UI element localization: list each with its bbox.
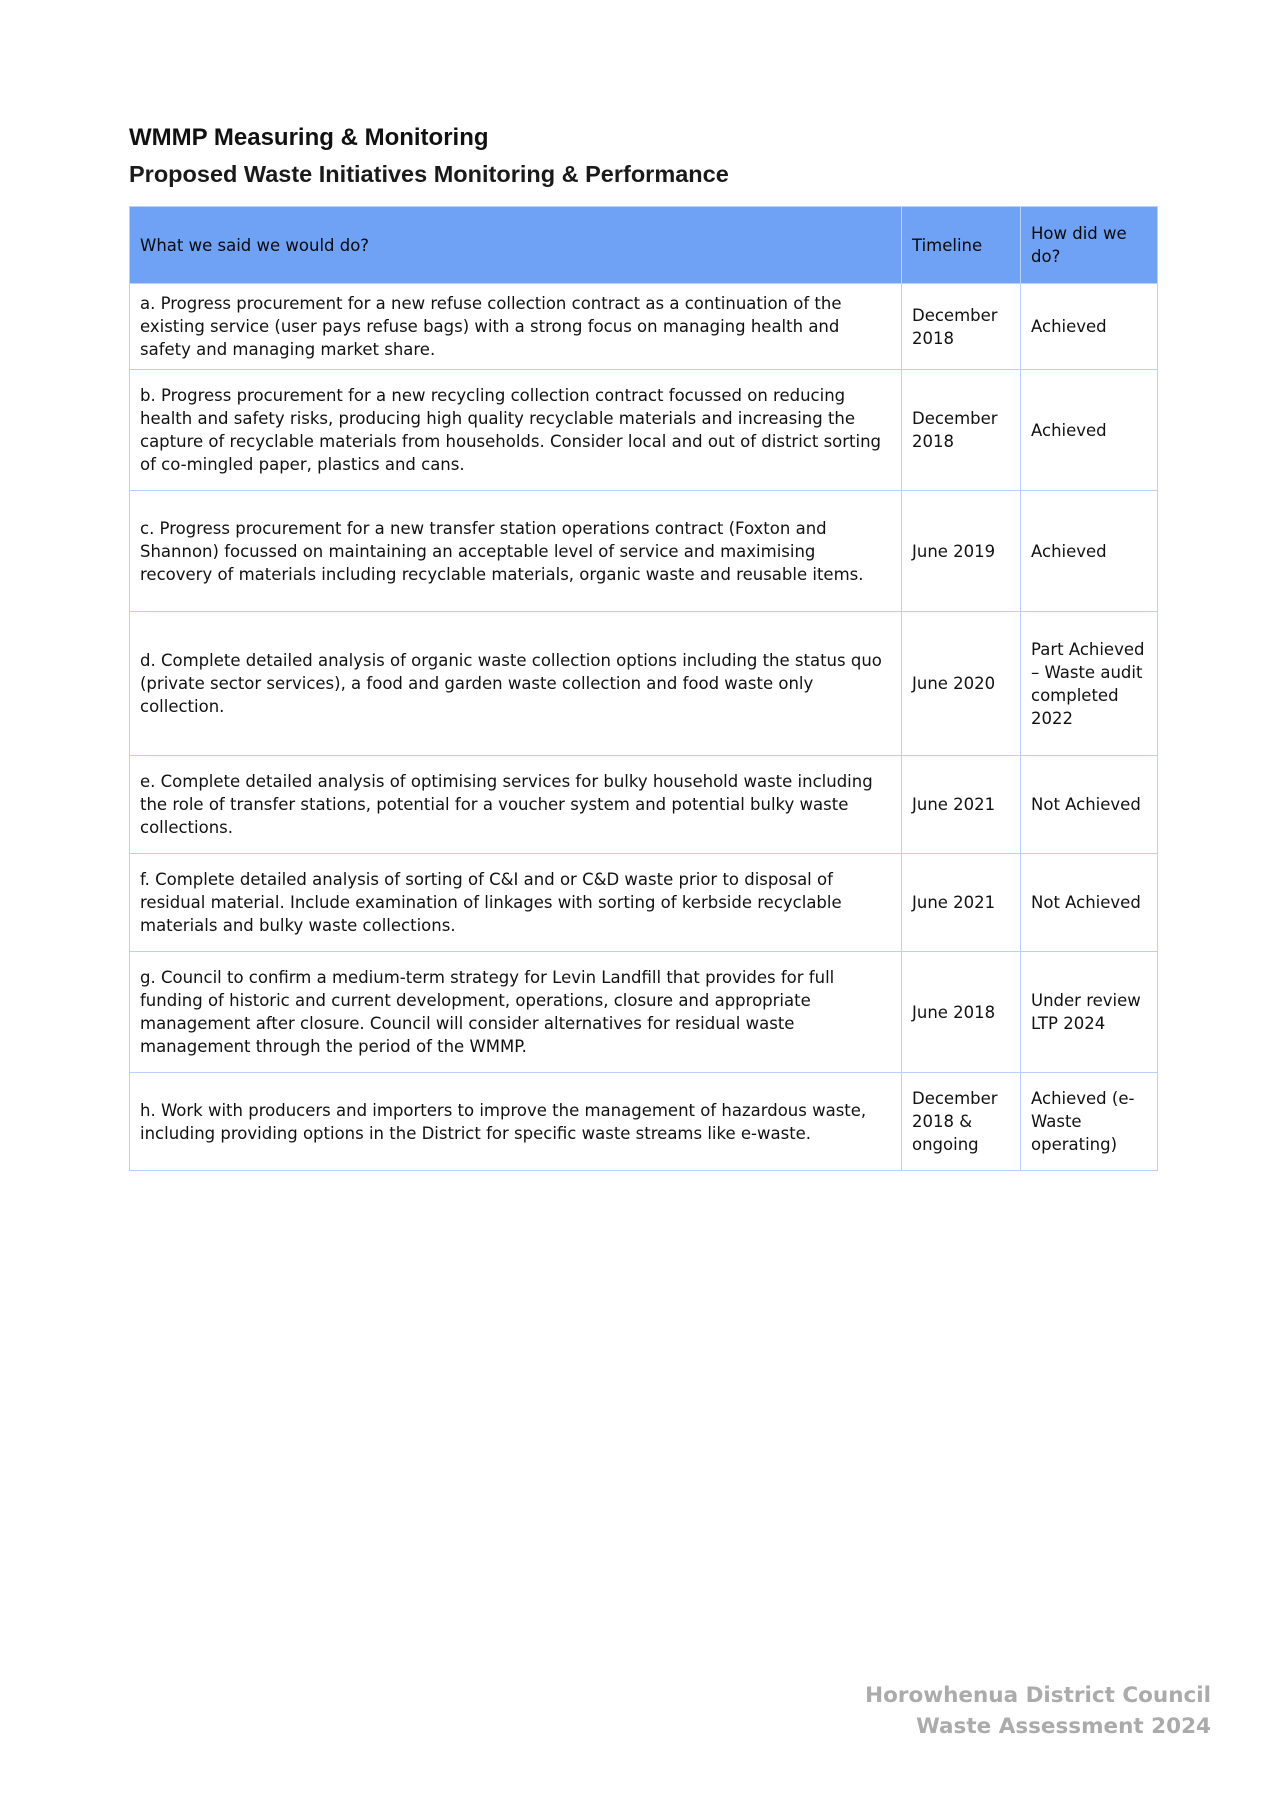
table-row bbox=[130, 491, 1158, 612]
task-cell: h. Work with producers and importers to improve the management of hazardous waste, including providing options in the District for specific waste streams like e-waste. bbox=[130, 1073, 902, 1171]
result-cell: Part Achieved – Waste audit completed 2022 bbox=[1021, 612, 1158, 756]
result-cell: Not Achieved bbox=[1021, 756, 1158, 854]
column-header-timeline: Timeline bbox=[902, 207, 1021, 284]
result-cell: Achieved (e-Waste operating) bbox=[1021, 1073, 1158, 1171]
table-header-row bbox=[130, 207, 1158, 284]
table-row bbox=[130, 612, 1158, 756]
task-cell: b. Progress procurement for a new recycling collection contract focussed on reducing health and safety risks, producing high quality recyclable materials and increasing the capture of recyclable materials from households. Consider local and out of district sorting of co-mingled paper, plastics and cans. bbox=[130, 370, 902, 491]
table-row bbox=[130, 284, 1158, 370]
timeline-cell: June 2020 bbox=[902, 612, 1021, 756]
timeline-cell: December 2018 & ongoing bbox=[902, 1073, 1021, 1171]
page-subtitle: Proposed Waste Initiatives Monitoring & Performance bbox=[129, 161, 729, 187]
task-cell: a. Progress procurement for a new refuse collection contract as a continuation of the existing service (user pays refuse bags) with a strong focus on managing health and safety and managing market share. bbox=[130, 284, 902, 370]
task-cell: d. Complete detailed analysis of organic waste collection options including the status quo (private sector services), a food and garden waste collection and food waste only collection. bbox=[130, 612, 902, 756]
timeline-cell: December 2018 bbox=[902, 284, 1021, 370]
initiatives-table bbox=[129, 206, 1158, 1171]
timeline-cell: December 2018 bbox=[902, 370, 1021, 491]
timeline-cell: June 2019 bbox=[902, 491, 1021, 612]
result-cell: Achieved bbox=[1021, 284, 1158, 370]
table-row bbox=[130, 756, 1158, 854]
result-cell: Achieved bbox=[1021, 370, 1158, 491]
table-row bbox=[130, 370, 1158, 491]
timeline-cell: June 2018 bbox=[902, 952, 1021, 1073]
document-footer bbox=[865, 1680, 1211, 1742]
timeline-cell: June 2021 bbox=[902, 756, 1021, 854]
timeline-cell: June 2021 bbox=[902, 854, 1021, 952]
column-header-task: What we said we would do? bbox=[130, 207, 902, 284]
task-cell: c. Progress procurement for a new transfer station operations contract (Foxton and Shannon) focussed on maintaining an acceptable level of service and maximising recovery of materials including recyclable materials, organic waste and reusable items. bbox=[130, 491, 902, 612]
table-row bbox=[130, 1073, 1158, 1171]
result-cell: Under review LTP 2024 bbox=[1021, 952, 1158, 1073]
task-cell: f. Complete detailed analysis of sorting of C&I and or C&D waste prior to disposal of residual material. Include examination of linkages with sorting of kerbside recyclable materials and bulky waste collections. bbox=[130, 854, 902, 952]
table-row bbox=[130, 854, 1158, 952]
footer-document-title: Waste Assessment 2024 bbox=[916, 1714, 1211, 1739]
task-cell: e. Complete detailed analysis of optimising services for bulky household waste including the role of transfer stations, potential for a voucher system and potential bulky waste collections. bbox=[130, 756, 902, 854]
result-cell: Not Achieved bbox=[1021, 854, 1158, 952]
column-header-result: How did we do? bbox=[1021, 207, 1158, 284]
task-cell: g. Council to confirm a medium-term strategy for Levin Landfill that provides for full funding of historic and current development, operations, closure and appropriate management after closure. Council will consider alternatives for residual waste management through the period of the WMMP. bbox=[130, 952, 902, 1073]
table-row bbox=[130, 952, 1158, 1073]
result-cell: Achieved bbox=[1021, 491, 1158, 612]
page-title: WMMP Measuring & Monitoring bbox=[129, 124, 489, 151]
footer-organisation: Horowhenua District Council bbox=[865, 1683, 1211, 1708]
